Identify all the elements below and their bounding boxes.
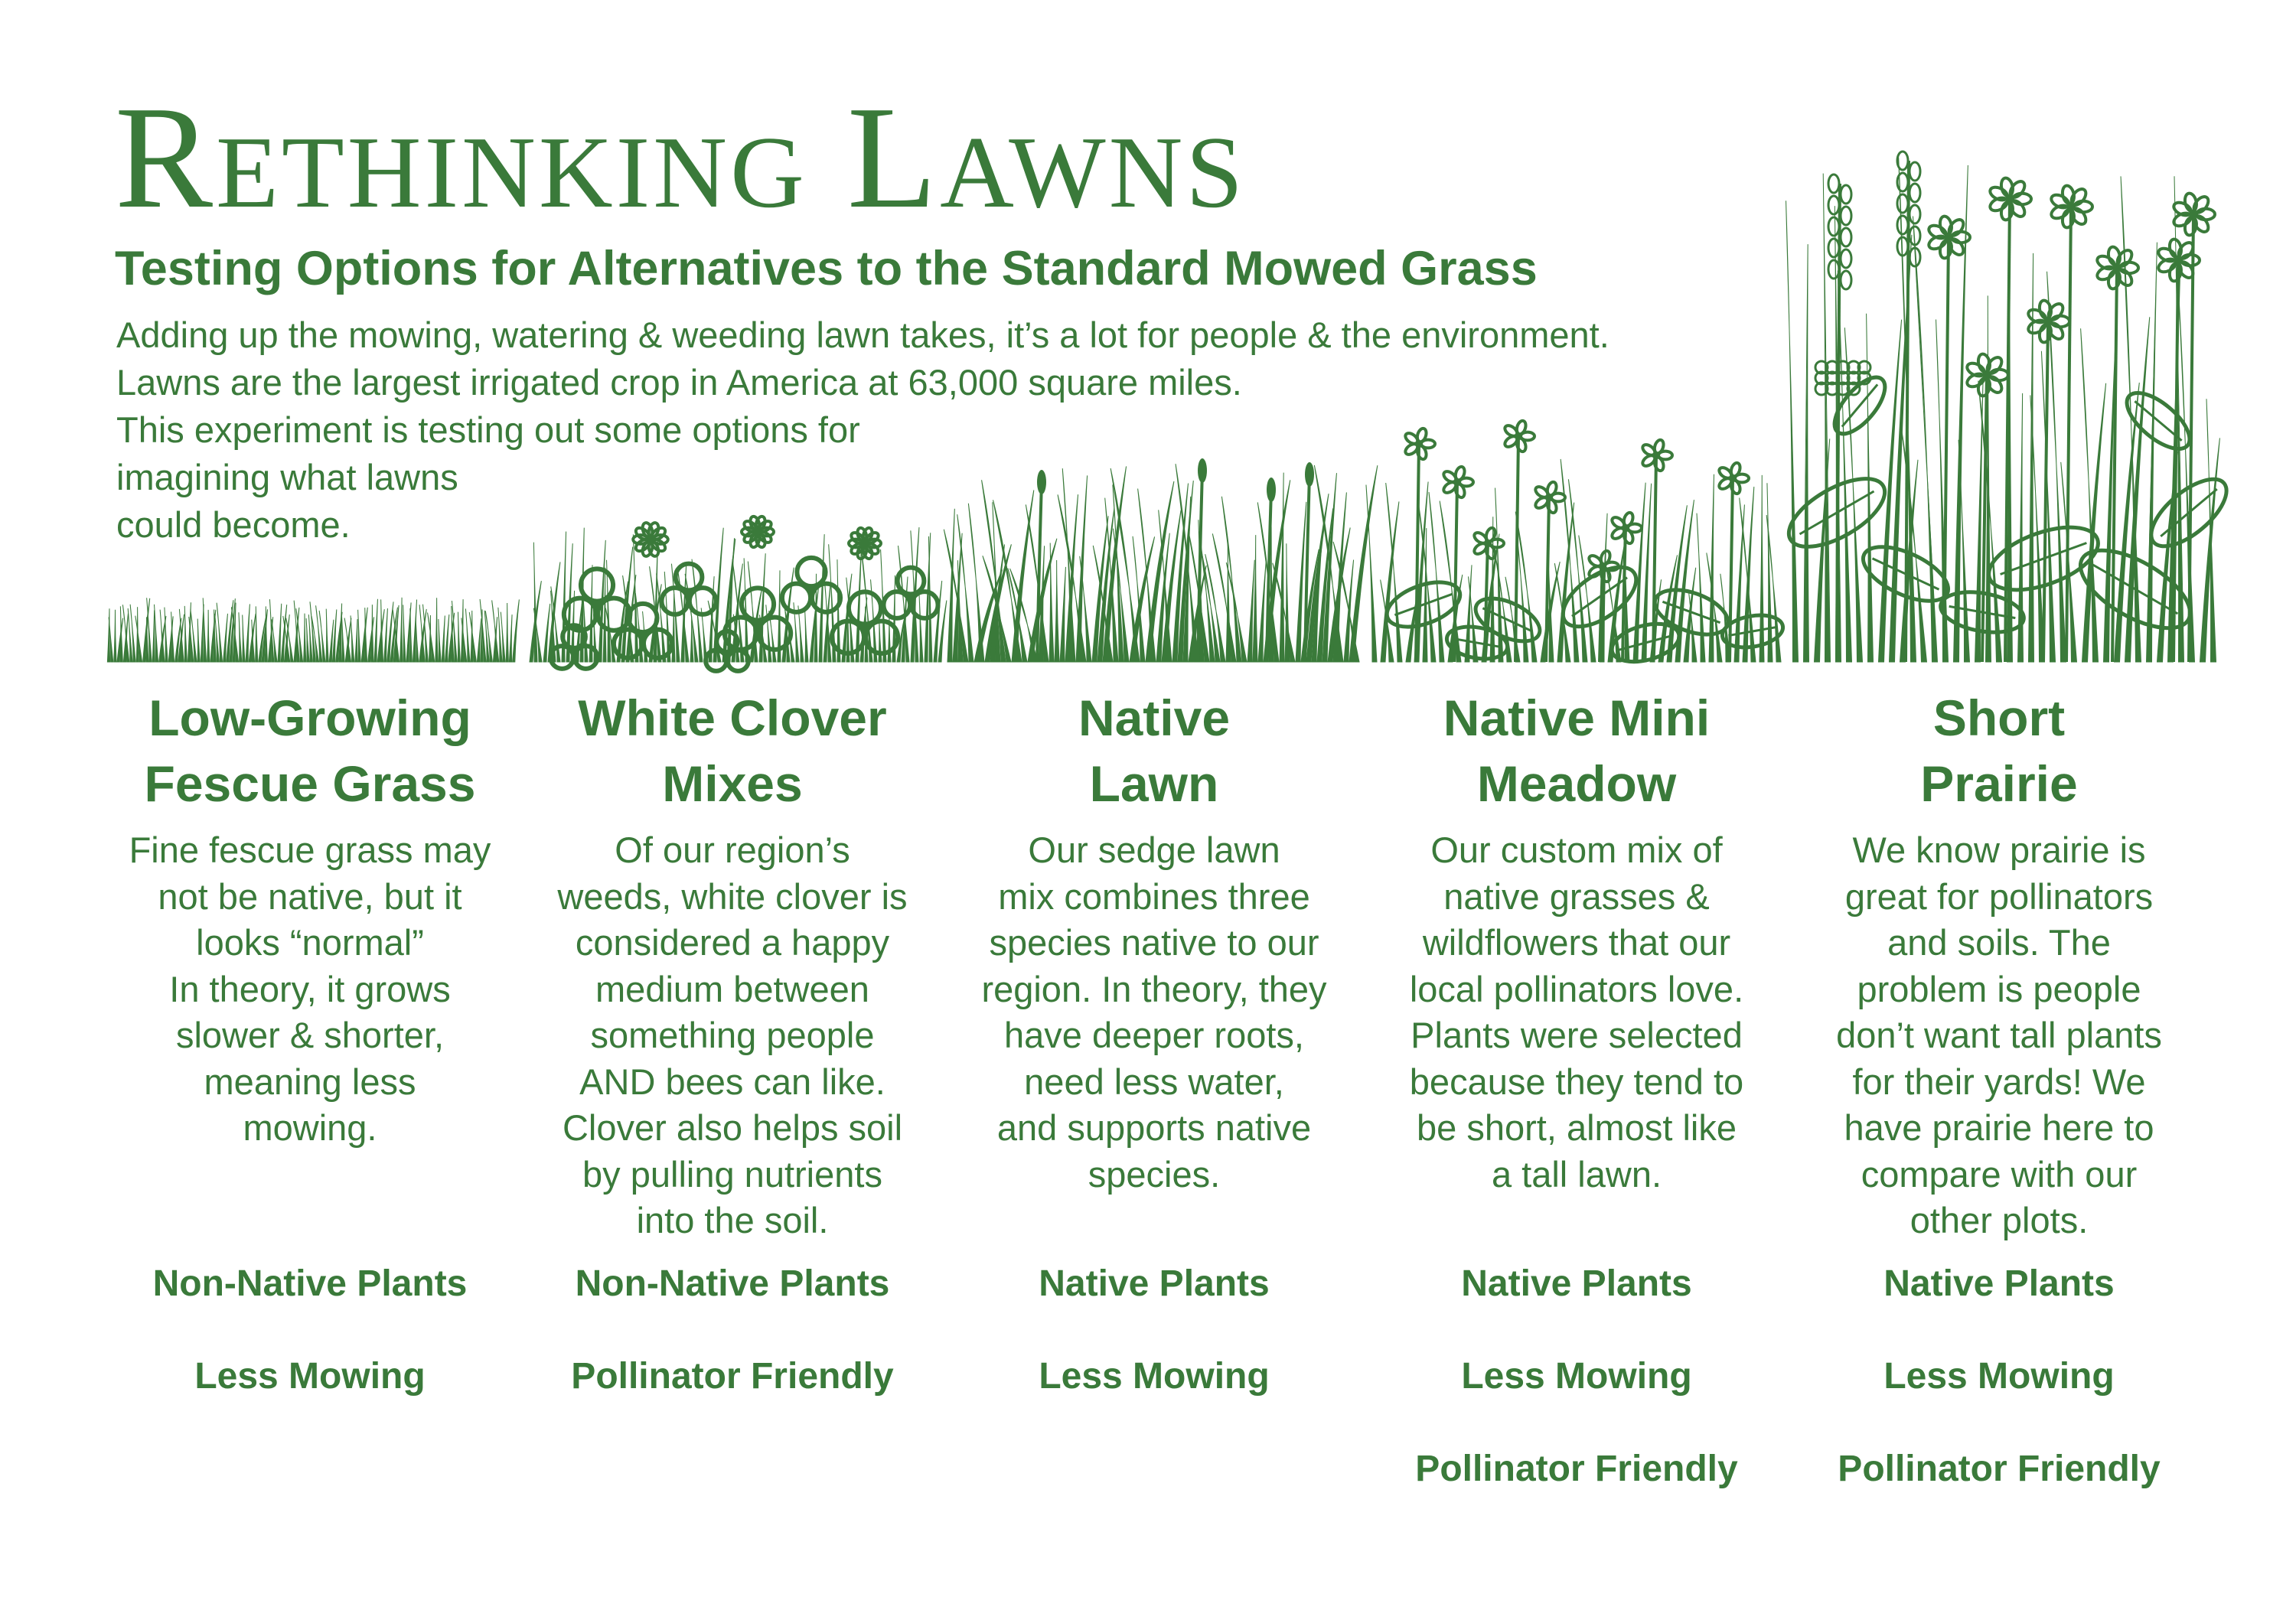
option-white-clover xyxy=(533,685,931,1244)
description-line: Clover also helps soil xyxy=(562,1107,903,1148)
description-line: need less water, xyxy=(1024,1061,1284,1102)
tag-less-mowing: Less Mowing xyxy=(1461,1356,1692,1397)
description-line: Plants were selected xyxy=(1411,1015,1743,1055)
description-line: because they tend to xyxy=(1409,1061,1744,1102)
option-title xyxy=(533,685,931,817)
description-line: Our custom mix of xyxy=(1430,830,1723,870)
description-line: In theory, it grows xyxy=(169,968,451,1009)
tag-pollinator-friendly: Pollinator Friendly xyxy=(1415,1449,1738,1489)
option-description xyxy=(111,827,509,1152)
intro-line: Lawns are the largest irrigated crop in America at 63,000 square miles. xyxy=(116,362,1242,403)
description-line: not be native, but it xyxy=(158,875,462,917)
intro-line: imagining what lawns xyxy=(116,457,458,497)
option-title-line: Prairie xyxy=(1920,755,2078,812)
tag-native: Native Plants xyxy=(1883,1263,2115,1304)
tag-non-native: Non-Native Plants xyxy=(575,1263,890,1304)
description-line: and supports native xyxy=(996,1107,1312,1148)
fescue-grass-illustration xyxy=(106,547,519,662)
description-line: mowing. xyxy=(243,1107,377,1148)
option-title-line: Low-Growing xyxy=(148,689,471,746)
option-description xyxy=(1378,827,1776,1198)
option-title xyxy=(1378,685,1776,817)
short-prairie-illustration xyxy=(1791,115,2219,662)
option-native-lawn xyxy=(955,685,1353,1198)
option-title-line: Native xyxy=(1078,689,1231,746)
description-line: don’t want tall plants xyxy=(1836,1015,2162,1055)
description-line: local pollinators love. xyxy=(1409,968,1744,1009)
tag-less-mowing: Less Mowing xyxy=(194,1356,426,1397)
tag-pollinator-friendly: Pollinator Friendly xyxy=(1838,1449,2161,1489)
option-title xyxy=(955,685,1353,817)
tag-pollinator-friendly: Pollinator Friendly xyxy=(571,1356,894,1397)
option-title-line: Meadow xyxy=(1476,755,1677,812)
description-line: looks “normal” xyxy=(196,922,424,963)
description-line: for their yards! We xyxy=(1852,1061,2146,1102)
description-line: compare with our xyxy=(1861,1153,2138,1195)
option-title-line: Lawn xyxy=(1089,755,1219,812)
tag-less-mowing: Less Mowing xyxy=(1883,1356,2115,1397)
option-title-line: Native Mini xyxy=(1443,689,1711,746)
intro-line: could become. xyxy=(116,504,351,545)
description-line: medium between xyxy=(595,968,869,1009)
description-line: something people xyxy=(590,1015,875,1055)
page-subtitle: Testing Options for Alternatives to the Standard Mowed Grass xyxy=(115,242,1538,295)
description-line: have prairie here to xyxy=(1844,1107,2154,1148)
description-line: We know prairie is xyxy=(1852,830,2146,870)
description-line: be short, almost like xyxy=(1417,1107,1737,1148)
tag-native: Native Plants xyxy=(1039,1263,1270,1304)
option-title-line: White Clover xyxy=(578,689,887,746)
option-fescue xyxy=(111,685,509,1152)
description-line: species native to our xyxy=(989,922,1319,963)
native-sedge-illustration xyxy=(945,451,1362,662)
description-line: other plots. xyxy=(1910,1200,2089,1240)
option-title-line: Mixes xyxy=(662,755,803,812)
description-line: and soils. The xyxy=(1887,922,2111,963)
option-description xyxy=(955,827,1353,1198)
option-title xyxy=(1800,685,2198,817)
intro-line: Adding up the mowing, watering & weeding lawn takes, it’s a lot for people & the environment. xyxy=(116,315,1609,355)
tag-less-mowing: Less Mowing xyxy=(1039,1356,1270,1397)
option-mini-meadow xyxy=(1378,685,1776,1198)
option-description xyxy=(533,827,931,1244)
option-title-line: Short xyxy=(1932,689,2066,746)
description-line: slower & shorter, xyxy=(175,1015,445,1055)
description-line: wildflowers that our xyxy=(1422,922,1731,963)
option-short-prairie xyxy=(1800,685,2198,1244)
tag-native: Native Plants xyxy=(1461,1263,1692,1304)
description-line: species. xyxy=(1088,1153,1221,1195)
option-title-line: Fescue Grass xyxy=(144,755,476,812)
description-line: great for pollinators xyxy=(1844,875,2154,917)
tag-non-native: Non-Native Plants xyxy=(152,1263,468,1304)
description-line: problem is people xyxy=(1857,968,2141,1009)
page-title: Rethinking Lawns xyxy=(115,76,1246,239)
option-description xyxy=(1800,827,2198,1244)
description-line: by pulling nutrients xyxy=(582,1153,882,1195)
description-line: considered a happy xyxy=(575,922,890,963)
mini-meadow-illustration xyxy=(1370,413,1787,662)
description-line: region. In theory, they xyxy=(981,968,1327,1009)
description-line: meaning less xyxy=(204,1061,416,1102)
description-line: Our sedge lawn xyxy=(1028,830,1280,870)
description-line: weeds, white clover is xyxy=(557,875,908,917)
description-line: Of our region’s xyxy=(615,830,850,870)
intro-line: This experiment is testing out some options for xyxy=(116,409,860,450)
description-line: into the soil. xyxy=(636,1200,829,1240)
white-clover-illustration xyxy=(528,497,941,662)
description-line: AND bees can like. xyxy=(579,1061,885,1102)
description-line: mix combines three xyxy=(998,875,1310,917)
description-line: native grasses & xyxy=(1443,875,1710,917)
option-title xyxy=(111,685,509,817)
description-line: Fine fescue grass may xyxy=(129,830,491,870)
description-line: a tall lawn. xyxy=(1491,1153,1662,1195)
description-line: have deeper roots, xyxy=(1004,1015,1304,1055)
